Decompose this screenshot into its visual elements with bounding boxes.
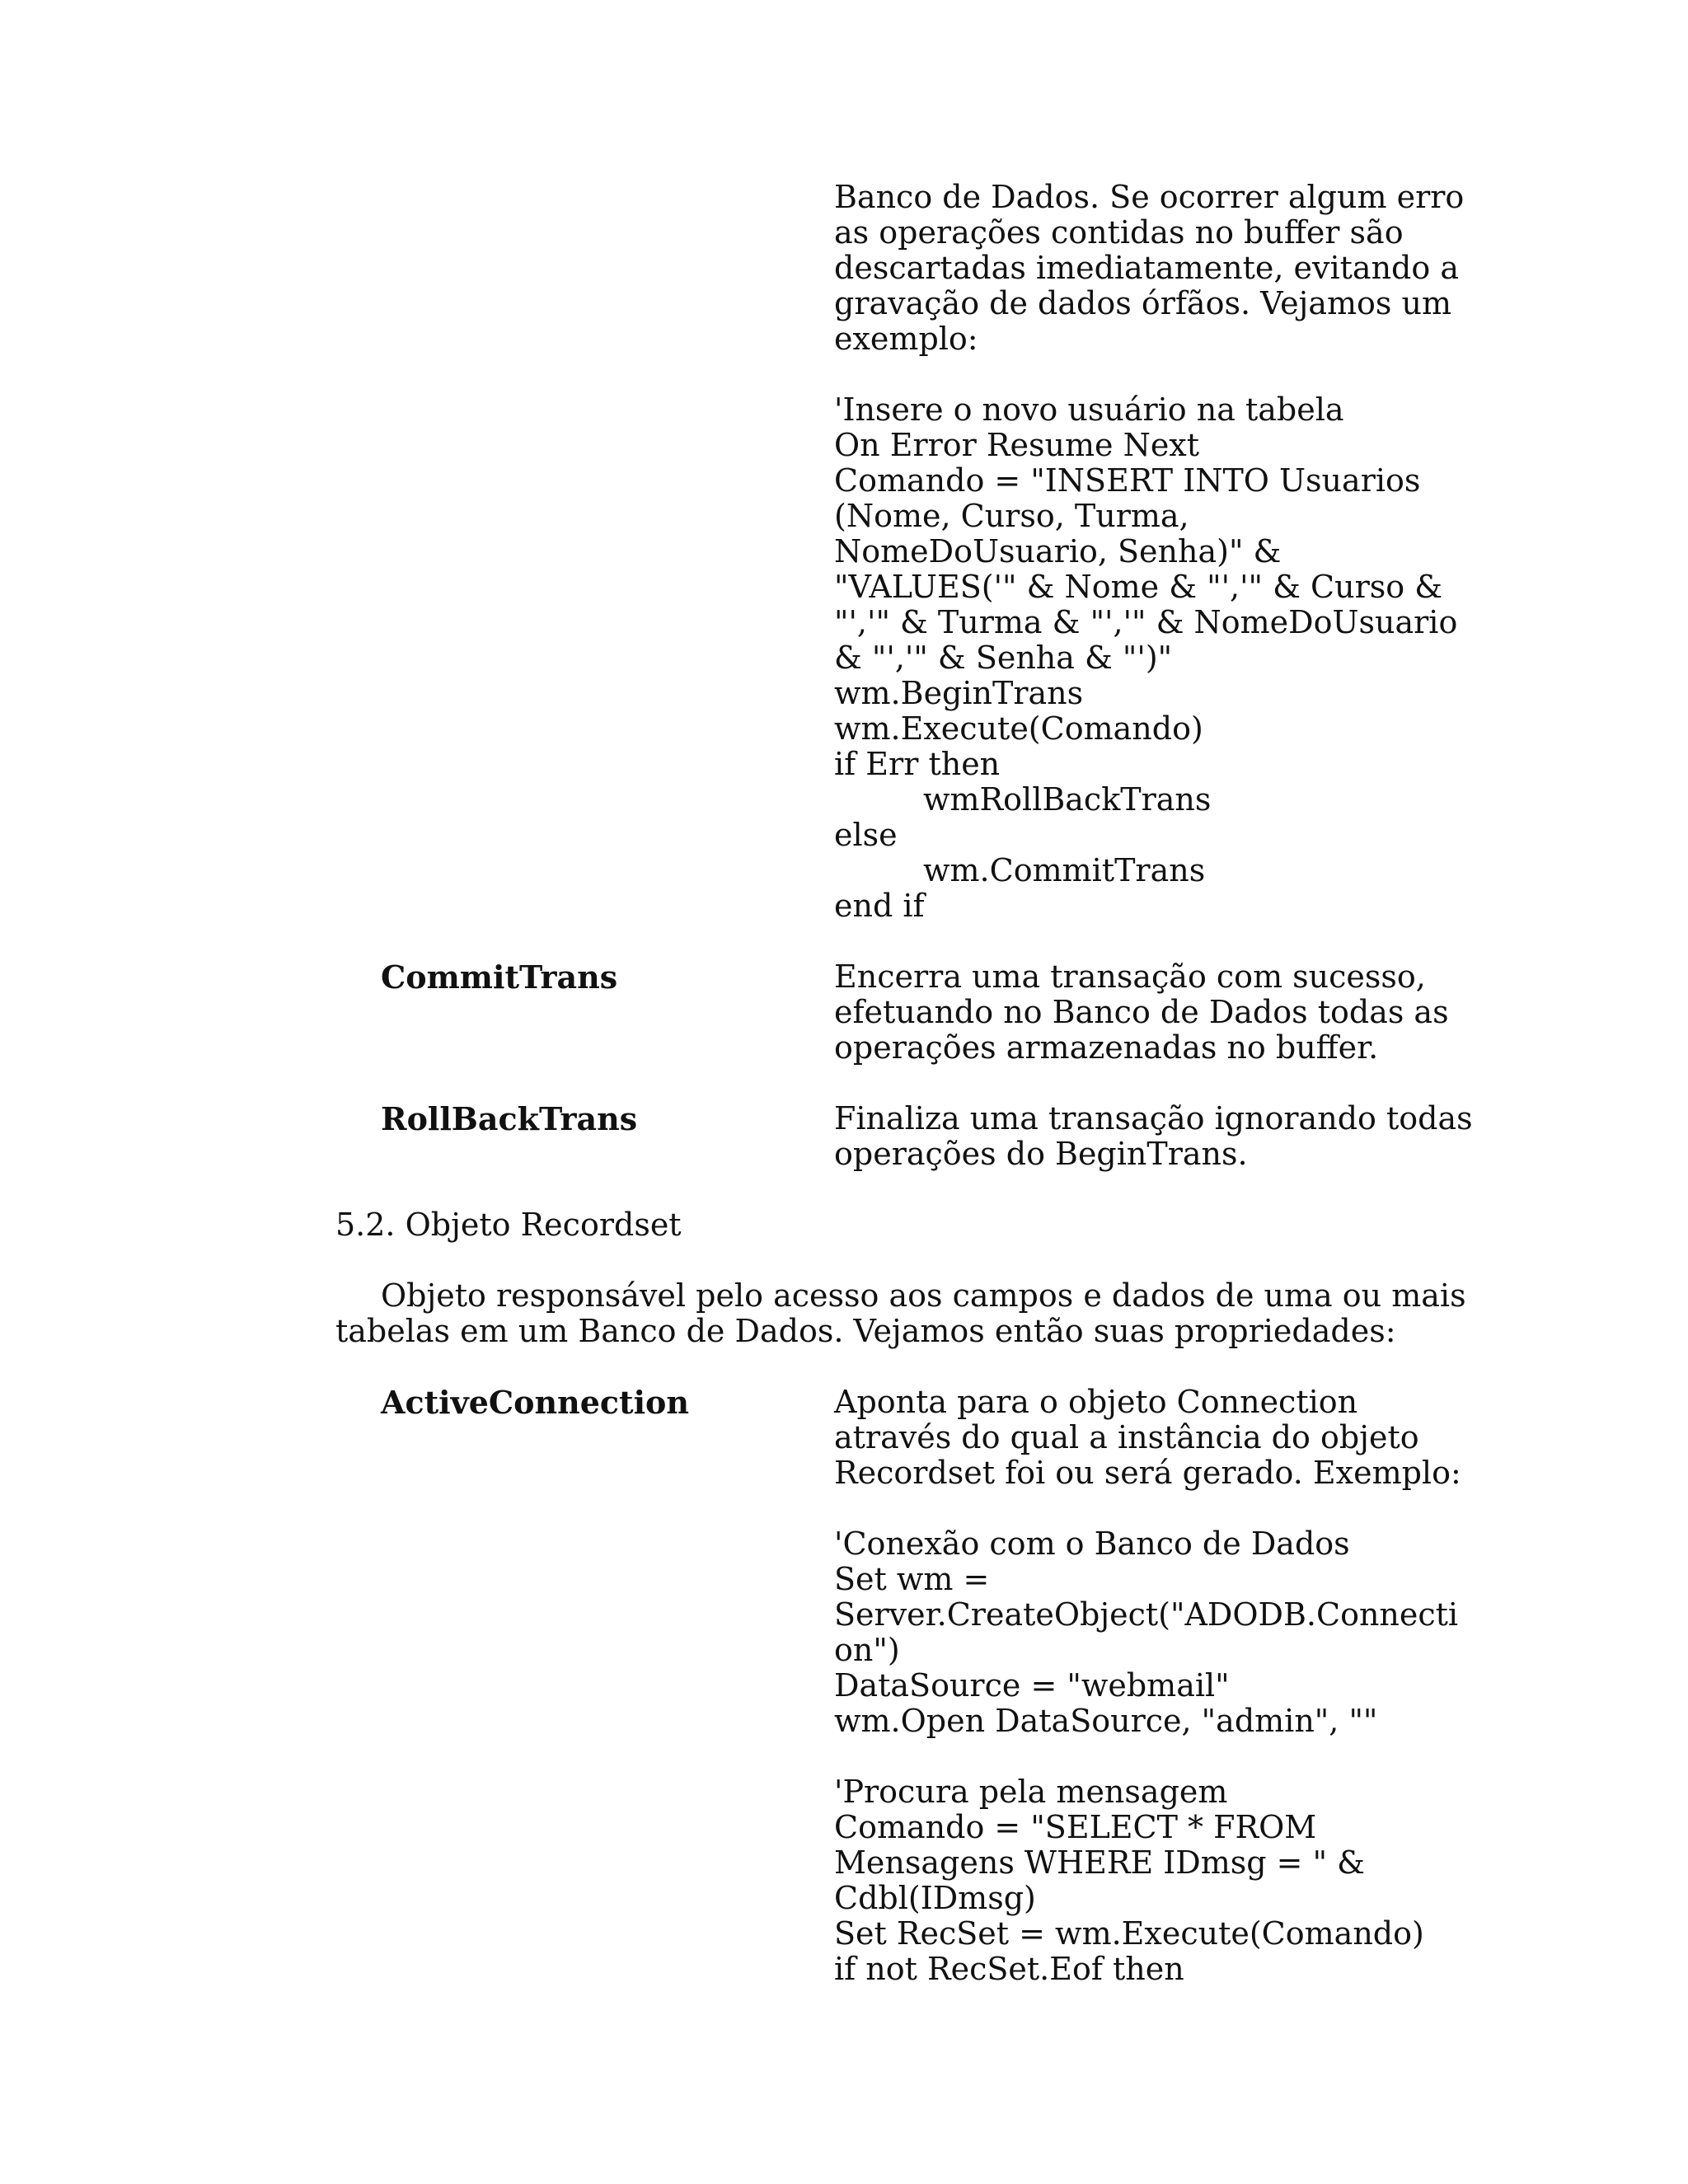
code-line	[834, 428, 1380, 463]
section-paragraph-line	[335, 1314, 1396, 1349]
code-text: end if	[834, 888, 925, 924]
text-line: descartadas imediatamente, evitando a	[834, 250, 1459, 286]
code-line	[834, 1845, 1380, 1881]
code-text: if not RecSet.Eof then	[834, 1951, 1184, 1987]
code-text: Comando = "INSERT INTO Usuarios	[834, 462, 1421, 499]
code-line	[834, 711, 1380, 747]
term-activeconnection: ActiveConnection	[381, 1384, 689, 1421]
code-text: on")	[834, 1632, 900, 1668]
code-text: 'Procura pela mensagem	[834, 1774, 1228, 1810]
text-line: através do qual a instância do objeto	[834, 1419, 1419, 1455]
code-text: wmRollBackTrans	[923, 781, 1212, 818]
code-line	[834, 1774, 1380, 1810]
code-line	[834, 1596, 1459, 1633]
text-line: Recordset foi ou será gerado. Exemplo:	[834, 1455, 1461, 1491]
code-text: & "','" & Senha & "')"	[834, 640, 1173, 676]
text-line: efetuando no Banco de Dados todas as	[834, 994, 1449, 1030]
code-line	[834, 499, 1380, 534]
code-line	[834, 462, 1421, 499]
text-line: exemplo:	[834, 321, 978, 357]
section-paragraph-line	[381, 1278, 1466, 1314]
code-text: Set wm =	[834, 1561, 990, 1597]
intro-line	[834, 321, 1380, 357]
intro-line	[834, 250, 1459, 286]
intro-line	[834, 285, 1451, 321]
text-line: Aponta para o objeto Connection	[834, 1384, 1358, 1420]
code-text: if Err then	[834, 746, 1001, 782]
text-line: Banco de Dados. Se ocorrer algum erro	[834, 179, 1465, 215]
definition-line	[834, 958, 1426, 995]
definition-line	[834, 1137, 1380, 1172]
code-line	[834, 747, 1380, 782]
intro-line	[834, 179, 1465, 215]
code-line	[834, 1915, 1424, 1952]
code-text: 'Insere o novo usuário na tabela	[834, 391, 1344, 428]
definition-line	[834, 1030, 1380, 1066]
section-heading: 5.2. Objeto Recordset	[335, 1207, 682, 1243]
text-line: Encerra uma transação com sucesso,	[834, 958, 1426, 995]
code-text: "','" & Turma & "','" & NomeDoUsuario	[834, 604, 1458, 640]
code-line	[834, 888, 1380, 924]
code-line	[834, 676, 1380, 711]
code-text: "VALUES('" & Nome & "','" & Curso &	[834, 569, 1443, 605]
code-text: 'Conexão com o Banco de Dados	[834, 1526, 1350, 1562]
code-line	[834, 1668, 1380, 1704]
code-line	[834, 1562, 1380, 1597]
code-line	[834, 1633, 1380, 1668]
term-committrans: CommitTrans	[381, 958, 618, 996]
definition-line	[834, 1100, 1473, 1137]
code-text: Mensagens WHERE IDmsg = " &	[834, 1844, 1365, 1881]
code-text: (Nome, Curso, Turma,	[834, 498, 1189, 534]
code-line	[834, 640, 1380, 676]
code-text: Server.CreateObject("ADODB.Connecti	[834, 1596, 1459, 1633]
code-text: Set RecSet = wm.Execute(Comando)	[834, 1915, 1424, 1952]
code-line	[834, 1952, 1380, 1987]
intro-line	[834, 214, 1404, 251]
code-line	[834, 604, 1458, 640]
code-line	[834, 1810, 1380, 1845]
definition-line	[834, 1419, 1419, 1455]
code-line	[834, 1881, 1380, 1916]
term-rollbacktrans: RollBackTrans	[381, 1100, 638, 1137]
text-line: tabelas em um Banco de Dados. Vejamos então suas propriedades:	[335, 1313, 1396, 1349]
code-line	[834, 1704, 1380, 1739]
code-line	[834, 534, 1380, 569]
code-text: Comando = "SELECT * FROM	[834, 1809, 1317, 1845]
code-line	[834, 818, 1380, 853]
text-line: Finaliza uma transação ignorando todas	[834, 1100, 1473, 1137]
definition-line	[834, 994, 1449, 1030]
code-text: wm.CommitTrans	[923, 852, 1206, 888]
code-line	[834, 782, 1469, 818]
code-text: NomeDoUsuario, Senha)" &	[834, 533, 1282, 569]
code-line	[834, 392, 1380, 428]
code-text: else	[834, 817, 898, 853]
code-text: On Error Resume Next	[834, 427, 1200, 463]
code-text: wm.BeginTrans	[834, 675, 1084, 711]
definition-line	[834, 1455, 1461, 1491]
code-text: wm.Execute(Comando)	[834, 710, 1203, 747]
code-text: Cdbl(IDmsg)	[834, 1880, 1036, 1916]
text-line: gravação de dados órfãos. Vejamos um	[834, 285, 1451, 321]
code-text: wm.Open DataSource, "admin", ""	[834, 1703, 1378, 1739]
text-line: Objeto responsável pelo acesso aos campos e dados de uma ou mais	[381, 1277, 1466, 1314]
definition-line	[834, 1385, 1380, 1420]
text-line: operações do BeginTrans.	[834, 1136, 1248, 1172]
code-line	[834, 853, 1469, 888]
text-line: as operações contidas no buffer são	[834, 214, 1404, 251]
code-line	[834, 569, 1443, 605]
code-line	[834, 1526, 1380, 1562]
code-text: DataSource = "webmail"	[834, 1667, 1230, 1704]
text-line: operações armazenadas no buffer.	[834, 1029, 1379, 1066]
